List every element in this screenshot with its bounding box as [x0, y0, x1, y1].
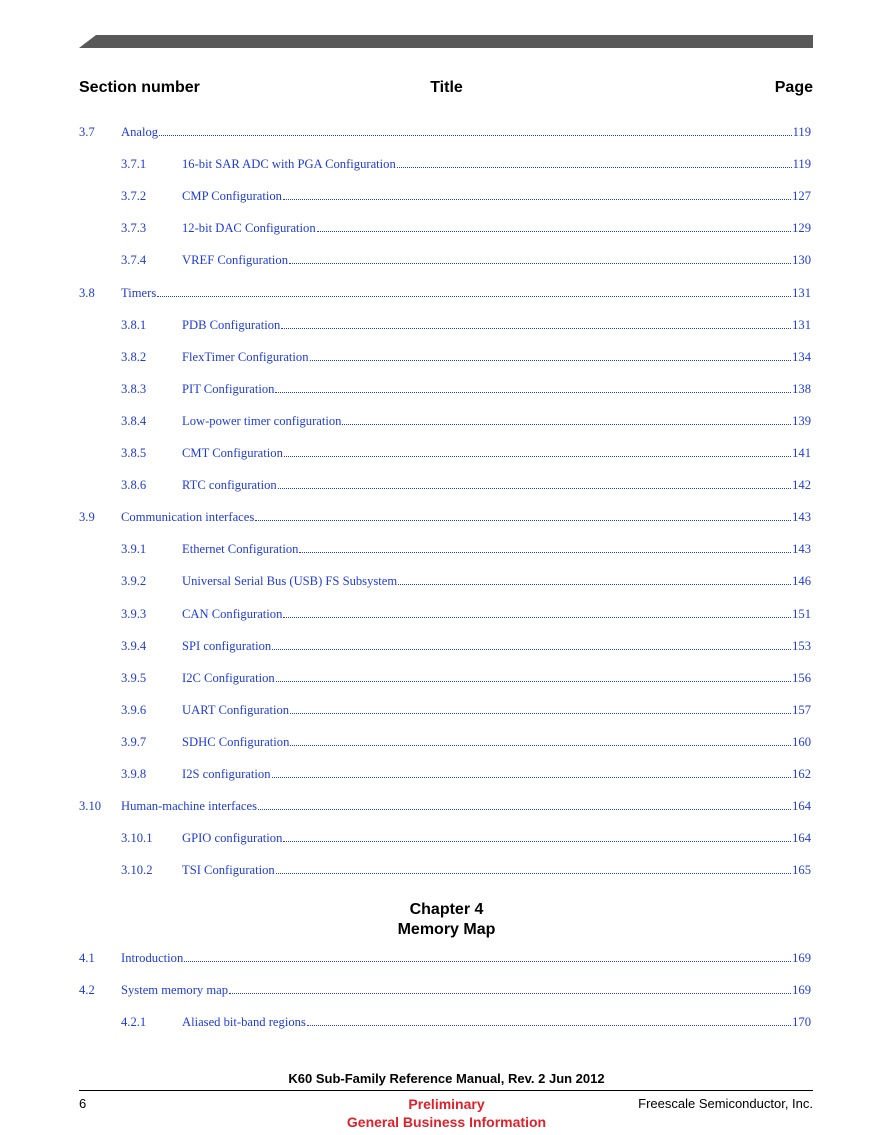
toc-entry-title[interactable]: Communication interfaces: [121, 510, 255, 525]
toc-entry-page[interactable]: 134: [792, 349, 811, 364]
header-band: [0, 0, 893, 60]
toc-entry-title[interactable]: CAN Configuration: [182, 606, 283, 621]
toc-entry[interactable]: [79, 799, 811, 819]
toc-entry-page[interactable]: 131: [792, 317, 811, 332]
toc-entry-number: 3.10.1: [121, 831, 153, 846]
toc-dot-leader: [398, 584, 791, 585]
toc-entry-title[interactable]: 12-bit DAC Configuration: [182, 221, 316, 236]
toc-entry-title[interactable]: PDB Configuration: [182, 317, 281, 332]
toc-entry-title[interactable]: Aliased bit-band regions: [182, 1015, 306, 1030]
toc-entry[interactable]: [79, 703, 811, 723]
toc-dot-leader: [229, 993, 791, 994]
toc-entry-number: 3.7.4: [121, 253, 147, 268]
chapter-label: Chapter 4: [409, 901, 484, 918]
toc-dot-leader: [276, 873, 791, 874]
toc-entry-page[interactable]: 130: [792, 253, 811, 268]
toc-dot-leader: [276, 681, 791, 682]
toc-entry[interactable]: [79, 1015, 811, 1035]
toc-entry-number: 3.7.1: [121, 157, 147, 172]
toc-entry[interactable]: [79, 574, 811, 594]
toc-entry-title[interactable]: VREF Configuration: [182, 253, 288, 268]
toc-entry[interactable]: [79, 414, 811, 434]
toc-entry[interactable]: [79, 735, 811, 755]
toc-entry-page[interactable]: 169: [792, 951, 811, 965]
toc-entry-title[interactable]: TSI Configuration: [182, 863, 275, 878]
toc-dot-leader: [342, 424, 791, 425]
toc-entry-page[interactable]: 170: [792, 1015, 811, 1030]
toc-entry-page[interactable]: 165: [792, 863, 811, 878]
toc-entry-page[interactable]: 157: [792, 702, 811, 717]
toc-dot-leader: [258, 809, 791, 810]
toc-entry-page[interactable]: 131: [792, 285, 811, 300]
preliminary-label: Preliminary: [408, 1096, 485, 1112]
toc-entry-title[interactable]: GPIO configuration: [182, 831, 283, 846]
toc-entry[interactable]: [79, 671, 811, 691]
toc-entry-number: 4.2.1: [121, 1015, 147, 1030]
page-header: Page: [774, 79, 813, 96]
toc-entry[interactable]: [79, 446, 811, 466]
toc-entry-page[interactable]: 162: [792, 767, 811, 781]
toc-dot-leader: [290, 745, 791, 746]
toc-entry-title[interactable]: I2S configuration: [182, 767, 271, 781]
toc-entry-title[interactable]: Universal Serial Bus (USB) FS Subsystem: [182, 574, 398, 589]
toc-entry-number: 3.9.1: [121, 542, 147, 557]
toc-entry-number: 3.8: [79, 285, 95, 300]
toc-entry-page[interactable]: 119: [792, 157, 811, 172]
toc-entry-number: 3.9.6: [121, 702, 147, 717]
toc-dot-leader: [275, 392, 791, 393]
toc-entry[interactable]: [79, 951, 811, 971]
toc-entry-page[interactable]: 164: [792, 831, 811, 846]
toc-entry[interactable]: [79, 863, 811, 883]
toc-entry-number: 3.9.8: [121, 767, 147, 781]
toc-entry-title[interactable]: CMP Configuration: [182, 189, 282, 204]
toc-entry-number: 4.1: [79, 951, 95, 965]
toc-entry-number: 3.9.4: [121, 638, 147, 653]
toc-entry[interactable]: [79, 350, 811, 370]
toc-entry-page[interactable]: 151: [792, 606, 811, 621]
toc-entry[interactable]: [79, 318, 811, 338]
toc-dot-leader: [283, 199, 791, 200]
toc-entry[interactable]: [79, 382, 811, 402]
toc-entry-number: 4.2: [79, 983, 95, 998]
toc-dot-leader: [184, 961, 791, 962]
toc-entry[interactable]: [79, 125, 811, 145]
toc-entry-title[interactable]: RTC configuration: [182, 478, 277, 493]
toc-entry-number: 3.10.2: [121, 863, 153, 878]
toc-dot-leader: [157, 296, 791, 297]
toc-entry-number: 3.8.6: [121, 478, 147, 493]
toc-entry-number: 3.7: [79, 125, 95, 139]
toc-entry[interactable]: [79, 221, 811, 241]
toc-entry-number: 3.8.5: [121, 446, 147, 460]
toc-entry-number: 3.8.2: [121, 349, 147, 364]
toc-entry-page[interactable]: 143: [792, 542, 811, 557]
chapter-title: Memory Map: [397, 921, 496, 938]
toc-entry[interactable]: [79, 639, 811, 659]
toc-entry-page[interactable]: 143: [792, 510, 811, 525]
toc-entry[interactable]: [79, 478, 811, 498]
toc-dot-leader: [283, 841, 791, 842]
toc-entry-number: 3.8.4: [121, 413, 147, 428]
toc-dot-leader: [397, 167, 792, 168]
toc-entry-number: 3.10: [79, 799, 102, 814]
toc-entry-number: 3.9: [79, 510, 95, 525]
toc-entry-title[interactable]: 16-bit SAR ADC with PGA Configuration: [182, 157, 396, 172]
toc-dot-leader: [278, 488, 791, 489]
toc-entry-number: 3.9.7: [121, 734, 147, 749]
toc-dot-leader: [255, 520, 791, 521]
toc-dot-leader: [284, 456, 791, 457]
title-header: Title: [430, 79, 463, 96]
toc-entry[interactable]: [79, 253, 811, 273]
toc-entry-page[interactable]: 129: [792, 221, 811, 236]
toc-entry[interactable]: [79, 542, 811, 562]
toc-entry-number: 3.9.3: [121, 606, 147, 621]
toc-entry-title[interactable]: UART Configuration: [182, 702, 290, 717]
toc-entry-number: 3.7.3: [121, 221, 147, 236]
section-number-header: Section number: [79, 79, 200, 96]
toc-entry-title[interactable]: I2C Configuration: [182, 670, 275, 685]
toc-entry-number: 3.7.2: [121, 189, 147, 204]
toc-dot-leader: [307, 1025, 791, 1026]
toc-entry[interactable]: [79, 831, 811, 851]
toc-entry-page[interactable]: 169: [792, 983, 811, 998]
toc-entry-title[interactable]: Low-power timer configuration: [182, 413, 342, 428]
toc-entry-page[interactable]: 153: [792, 638, 811, 653]
toc-entry[interactable]: [79, 189, 811, 209]
toc-dot-leader: [281, 328, 791, 329]
toc-entry-page[interactable]: 160: [792, 734, 811, 749]
toc-entry[interactable]: [79, 157, 811, 177]
toc-entry[interactable]: [79, 767, 811, 787]
toc-entry[interactable]: [79, 607, 811, 627]
toc-entry[interactable]: [79, 983, 811, 1003]
toc-dot-leader: [317, 231, 791, 232]
toc-entry-title[interactable]: FlexTimer Configuration: [182, 349, 309, 364]
toc-entry-page[interactable]: 156: [792, 670, 811, 685]
toc-dot-leader: [299, 552, 791, 553]
page-number: 6: [79, 1096, 87, 1111]
toc-entry-page[interactable]: 164: [792, 799, 811, 814]
footer-divider: [79, 1090, 813, 1091]
toc-entry-number: 3.8.1: [121, 317, 147, 332]
toc-entry-title[interactable]: Timers: [121, 285, 157, 300]
classification-label: General Business Information: [346, 1114, 547, 1130]
toc-dot-leader: [272, 649, 791, 650]
toc-entry-title[interactable]: SDHC Configuration: [182, 734, 290, 749]
toc-entry-page[interactable]: 127: [792, 189, 811, 204]
toc-entry-page[interactable]: 141: [792, 446, 811, 460]
toc-dot-leader: [272, 777, 792, 778]
manual-title: K60 Sub-Family Reference Manual, Rev. 2 Jun 2012: [288, 1071, 605, 1086]
toc-entry-page[interactable]: 119: [792, 125, 811, 139]
toc-entry-page[interactable]: 138: [792, 381, 811, 396]
toc-entry-title[interactable]: SPI configuration: [182, 638, 272, 653]
toc-entry-title[interactable]: PIT Configuration: [182, 381, 275, 396]
toc-entry-number: 3.9.5: [121, 670, 147, 685]
toc-dot-leader: [310, 360, 792, 361]
toc-entry-title[interactable]: System memory map: [121, 983, 229, 998]
toc-entry-title[interactable]: Analog: [121, 125, 159, 139]
toc-entry-title[interactable]: CMT Configuration: [182, 446, 283, 460]
toc-dot-leader: [283, 617, 791, 618]
toc-entry-number: 3.8.3: [121, 381, 147, 396]
toc-entry[interactable]: [79, 510, 811, 530]
company-name: Freescale Semiconductor, Inc.: [638, 1096, 813, 1111]
toc-entry-page[interactable]: 142: [792, 478, 811, 493]
toc-dot-leader: [159, 135, 791, 136]
toc-dot-leader: [290, 713, 791, 714]
toc-entry-page[interactable]: 139: [792, 413, 811, 428]
toc-entry[interactable]: [79, 286, 811, 306]
toc-dot-leader: [289, 263, 791, 264]
toc-entry-title[interactable]: Human-machine interfaces: [121, 799, 258, 814]
toc-entry-page[interactable]: 146: [792, 574, 811, 589]
toc-entry-number: 3.9.2: [121, 574, 147, 589]
toc-entry-title[interactable]: Introduction: [121, 951, 184, 965]
toc-entry-title[interactable]: Ethernet Configuration: [182, 542, 299, 557]
